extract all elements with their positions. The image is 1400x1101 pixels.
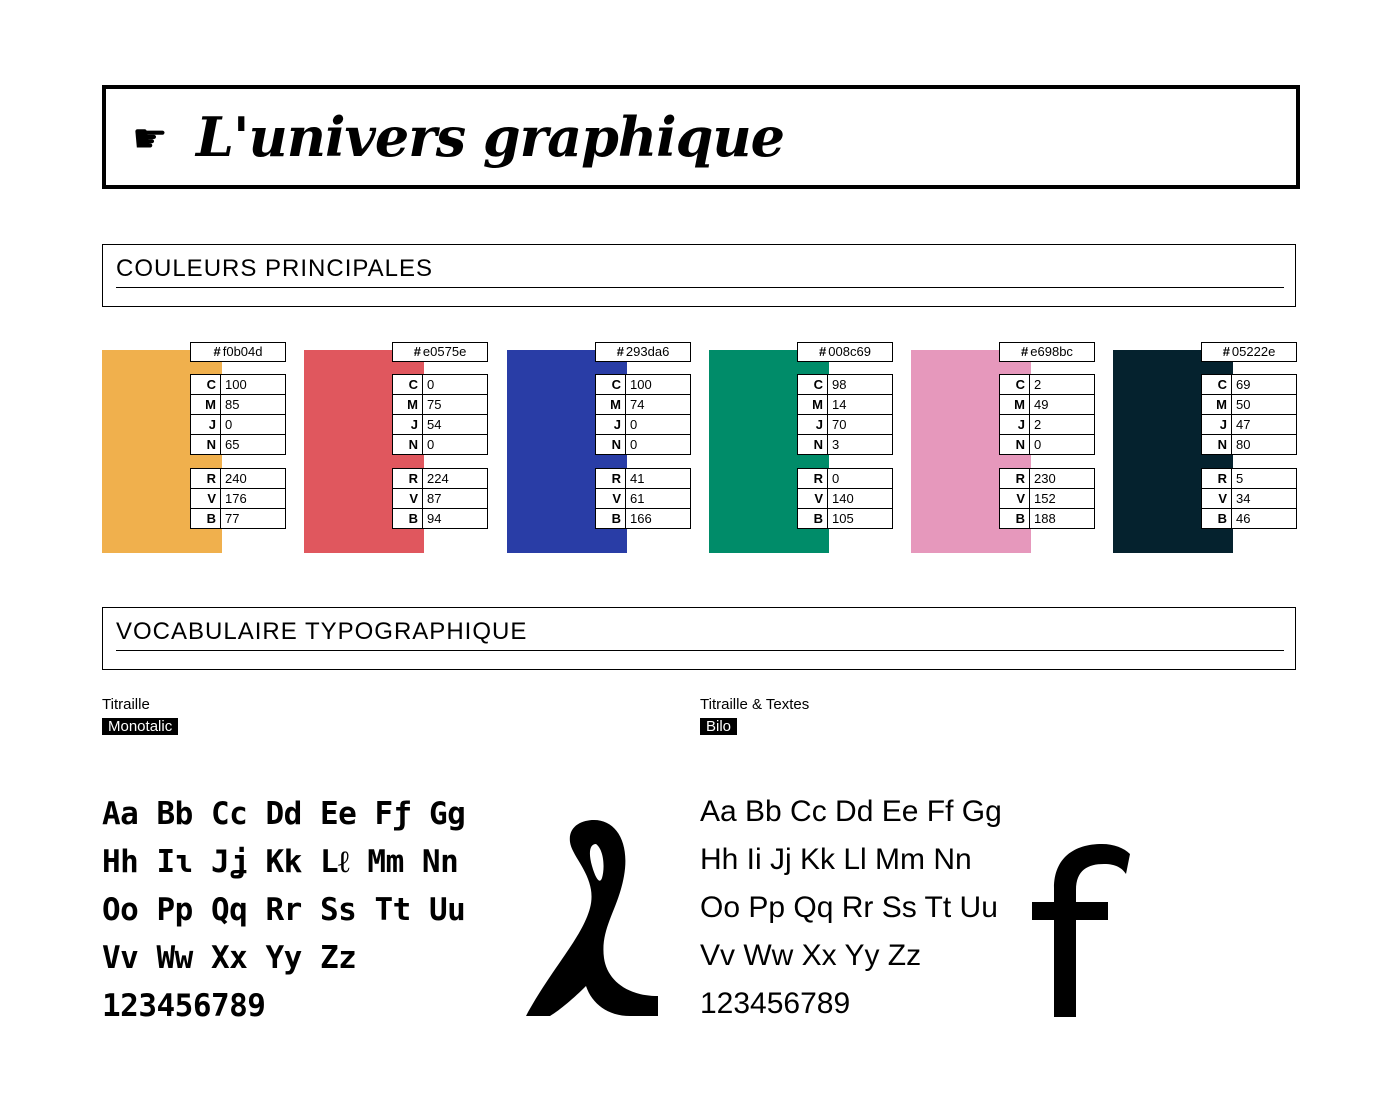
channel-letter: R bbox=[798, 469, 828, 489]
swatch-group bbox=[709, 342, 894, 553]
value-row bbox=[798, 469, 893, 489]
cmjn-table bbox=[999, 374, 1095, 455]
rvb-table bbox=[392, 468, 488, 529]
swatch-group bbox=[304, 342, 489, 553]
rvb-table bbox=[1201, 468, 1297, 529]
channel-letter: M bbox=[191, 395, 221, 415]
channel-value: 46 bbox=[1232, 509, 1297, 529]
value-row bbox=[1000, 489, 1095, 509]
specimen-line: Vv Ww Xx Yy Zz bbox=[102, 940, 357, 976]
hex-hash: # bbox=[616, 344, 624, 359]
hex-code bbox=[999, 342, 1095, 362]
channel-letter: M bbox=[393, 395, 423, 415]
channel-letter: B bbox=[1202, 509, 1232, 529]
channel-letter: B bbox=[798, 509, 828, 529]
channel-value: 94 bbox=[423, 509, 488, 529]
value-row bbox=[191, 489, 286, 509]
channel-value: 69 bbox=[1232, 375, 1297, 395]
cmjn-table bbox=[392, 374, 488, 455]
channel-value: 166 bbox=[626, 509, 691, 529]
channel-letter: C bbox=[191, 375, 221, 395]
channel-value: 0 bbox=[221, 415, 286, 435]
channel-letter: N bbox=[798, 435, 828, 455]
channel-value: 87 bbox=[423, 489, 488, 509]
channel-letter: J bbox=[393, 415, 423, 435]
channel-value: 70 bbox=[828, 415, 893, 435]
channel-letter: V bbox=[1000, 489, 1030, 509]
hex-hash: # bbox=[1222, 344, 1230, 359]
value-row bbox=[191, 415, 286, 435]
channel-letter: B bbox=[1000, 509, 1030, 529]
channel-letter: N bbox=[1000, 435, 1030, 455]
specimen-line: Hh Iɩ Jʝ Kk Lℓ Mm Nn bbox=[102, 844, 459, 880]
cmjn-table bbox=[595, 374, 691, 455]
specimen-line: Aa Bb Cc Dd Ee Ff Gg bbox=[700, 795, 1002, 828]
value-row bbox=[393, 489, 488, 509]
channel-letter: M bbox=[596, 395, 626, 415]
value-row bbox=[1000, 395, 1095, 415]
specimen-line: 123456789 bbox=[700, 987, 851, 1020]
channel-letter: J bbox=[798, 415, 828, 435]
swatch-group bbox=[1113, 342, 1298, 553]
value-row bbox=[191, 509, 286, 529]
value-row bbox=[393, 469, 488, 489]
value-row bbox=[798, 435, 893, 455]
channel-value: 188 bbox=[1030, 509, 1095, 529]
swatch-group bbox=[507, 342, 692, 553]
channel-value: 3 bbox=[828, 435, 893, 455]
cmjn-table bbox=[1201, 374, 1297, 455]
font-2-caption: Titraille & Textes bbox=[700, 696, 810, 713]
value-row bbox=[1000, 469, 1095, 489]
cmjn-table bbox=[797, 374, 893, 455]
rvb-table bbox=[797, 468, 893, 529]
value-row bbox=[596, 489, 691, 509]
font-1-name-tag: Monotalic bbox=[102, 718, 178, 735]
channel-value: 41 bbox=[626, 469, 691, 489]
channel-value: 0 bbox=[626, 415, 691, 435]
channel-value: 176 bbox=[221, 489, 286, 509]
typo-section-label: VOCABULAIRE TYPOGRAPHIQUE bbox=[116, 618, 528, 645]
channel-value: 61 bbox=[626, 489, 691, 509]
hex-hash: # bbox=[1021, 344, 1029, 359]
font-1-caption: Titraille bbox=[102, 696, 150, 713]
channel-letter: B bbox=[191, 509, 221, 529]
value-row bbox=[596, 375, 691, 395]
font-2-big-glyph-f bbox=[1030, 842, 1135, 1017]
channel-value: 34 bbox=[1232, 489, 1297, 509]
font-1-specimen bbox=[102, 790, 522, 1030]
value-row bbox=[596, 435, 691, 455]
title-frame bbox=[102, 85, 1300, 189]
channel-value: 47 bbox=[1232, 415, 1297, 435]
channel-letter: B bbox=[393, 509, 423, 529]
channel-letter: C bbox=[1202, 375, 1232, 395]
value-row bbox=[1202, 489, 1297, 509]
value-row bbox=[596, 395, 691, 415]
channel-letter: C bbox=[1000, 375, 1030, 395]
value-row bbox=[1202, 509, 1297, 529]
channel-letter: R bbox=[191, 469, 221, 489]
hex-hash: # bbox=[819, 344, 827, 359]
channel-letter: M bbox=[1202, 395, 1232, 415]
value-row bbox=[1000, 435, 1095, 455]
hex-hash: # bbox=[413, 344, 421, 359]
channel-letter: V bbox=[798, 489, 828, 509]
page-title: L'univers graphique bbox=[196, 105, 785, 169]
channel-value: 0 bbox=[1030, 435, 1095, 455]
value-row bbox=[798, 395, 893, 415]
channel-letter: N bbox=[596, 435, 626, 455]
value-row bbox=[191, 469, 286, 489]
colors-section-rule bbox=[116, 287, 1284, 288]
channel-letter: M bbox=[798, 395, 828, 415]
value-row bbox=[1202, 375, 1297, 395]
channel-value: 230 bbox=[1030, 469, 1095, 489]
value-row bbox=[191, 375, 286, 395]
channel-value: 224 bbox=[423, 469, 488, 489]
channel-letter: V bbox=[1202, 489, 1232, 509]
specimen-line: Vv Ww Xx Yy Zz bbox=[700, 939, 922, 972]
hex-value: 008c69 bbox=[828, 344, 871, 359]
value-row bbox=[393, 435, 488, 455]
value-row bbox=[1202, 469, 1297, 489]
channel-value: 98 bbox=[828, 375, 893, 395]
channel-value: 0 bbox=[423, 375, 488, 395]
hex-code bbox=[190, 342, 286, 362]
hex-code bbox=[1201, 342, 1297, 362]
hex-hash: # bbox=[213, 344, 221, 359]
channel-value: 50 bbox=[1232, 395, 1297, 415]
channel-letter: R bbox=[393, 469, 423, 489]
font-1-big-glyph-l bbox=[512, 818, 662, 1018]
channel-letter: N bbox=[191, 435, 221, 455]
channel-value: 0 bbox=[828, 469, 893, 489]
channel-letter: M bbox=[1000, 395, 1030, 415]
font-2-specimen bbox=[700, 788, 1060, 1028]
hex-value: f0b04d bbox=[222, 344, 263, 359]
swatch-group bbox=[911, 342, 1096, 553]
value-row bbox=[393, 395, 488, 415]
channel-value: 152 bbox=[1030, 489, 1095, 509]
channel-value: 80 bbox=[1232, 435, 1297, 455]
value-row bbox=[798, 415, 893, 435]
hex-value: 293da6 bbox=[625, 344, 670, 359]
channel-letter: J bbox=[191, 415, 221, 435]
channel-letter: V bbox=[191, 489, 221, 509]
channel-value: 100 bbox=[221, 375, 286, 395]
channel-letter: R bbox=[1202, 469, 1232, 489]
value-row bbox=[798, 489, 893, 509]
channel-value: 65 bbox=[221, 435, 286, 455]
value-row bbox=[1202, 435, 1297, 455]
specimen-line: Oo Pp Qq Rr Ss Tt Uu bbox=[102, 892, 466, 928]
typo-section-header bbox=[102, 607, 1296, 670]
channel-letter: V bbox=[596, 489, 626, 509]
channel-letter: C bbox=[393, 375, 423, 395]
specimen-line: Aa Bb Cc Dd Ee Fƒ Gg bbox=[102, 796, 466, 832]
value-row bbox=[1000, 509, 1095, 529]
hex-value: e698bc bbox=[1030, 344, 1073, 359]
hex-value: 05222e bbox=[1231, 344, 1276, 359]
value-row bbox=[191, 435, 286, 455]
channel-value: 54 bbox=[423, 415, 488, 435]
channel-value: 75 bbox=[423, 395, 488, 415]
channel-value: 240 bbox=[221, 469, 286, 489]
specimen-line: Oo Pp Qq Rr Ss Tt Uu bbox=[700, 891, 998, 924]
value-row bbox=[798, 509, 893, 529]
channel-letter: N bbox=[1202, 435, 1232, 455]
value-row bbox=[1000, 415, 1095, 435]
rvb-table bbox=[999, 468, 1095, 529]
channel-letter: J bbox=[1000, 415, 1030, 435]
channel-value: 140 bbox=[828, 489, 893, 509]
rvb-table bbox=[190, 468, 286, 529]
specimen-line: 123456789 bbox=[102, 988, 266, 1024]
value-row bbox=[798, 375, 893, 395]
channel-value: 0 bbox=[423, 435, 488, 455]
channel-value: 14 bbox=[828, 395, 893, 415]
specimen-line: Hh Ii Jj Kk Ll Mm Nn bbox=[700, 843, 972, 876]
hex-code bbox=[797, 342, 893, 362]
channel-letter: R bbox=[1000, 469, 1030, 489]
channel-letter: J bbox=[596, 415, 626, 435]
value-row bbox=[393, 415, 488, 435]
value-row bbox=[1202, 415, 1297, 435]
value-row bbox=[191, 395, 286, 415]
value-row bbox=[1202, 395, 1297, 415]
channel-letter: C bbox=[798, 375, 828, 395]
value-row bbox=[1000, 375, 1095, 395]
value-row bbox=[393, 375, 488, 395]
value-row bbox=[596, 469, 691, 489]
hex-code bbox=[595, 342, 691, 362]
channel-value: 85 bbox=[221, 395, 286, 415]
channel-letter: R bbox=[596, 469, 626, 489]
value-row bbox=[596, 415, 691, 435]
channel-letter: V bbox=[393, 489, 423, 509]
channel-letter: N bbox=[393, 435, 423, 455]
channel-value: 105 bbox=[828, 509, 893, 529]
channel-value: 100 bbox=[626, 375, 691, 395]
hex-code bbox=[392, 342, 488, 362]
channel-value: 49 bbox=[1030, 395, 1095, 415]
colors-section-label: COULEURS PRINCIPALES bbox=[116, 255, 433, 282]
pointing-hand-icon: ☛ bbox=[132, 116, 168, 162]
value-row bbox=[393, 509, 488, 529]
rvb-table bbox=[595, 468, 691, 529]
swatch-group bbox=[102, 342, 287, 553]
cmjn-table bbox=[190, 374, 286, 455]
channel-value: 2 bbox=[1030, 375, 1095, 395]
channel-value: 0 bbox=[626, 435, 691, 455]
channel-value: 74 bbox=[626, 395, 691, 415]
channel-letter: B bbox=[596, 509, 626, 529]
channel-value: 2 bbox=[1030, 415, 1095, 435]
hex-value: e0575e bbox=[422, 344, 467, 359]
font-2-name-tag: Bilo bbox=[700, 718, 737, 735]
typo-section-rule bbox=[116, 650, 1284, 651]
colors-section-header bbox=[102, 244, 1296, 307]
channel-letter: C bbox=[596, 375, 626, 395]
channel-value: 5 bbox=[1232, 469, 1297, 489]
channel-value: 77 bbox=[221, 509, 286, 529]
value-row bbox=[596, 509, 691, 529]
channel-letter: J bbox=[1202, 415, 1232, 435]
